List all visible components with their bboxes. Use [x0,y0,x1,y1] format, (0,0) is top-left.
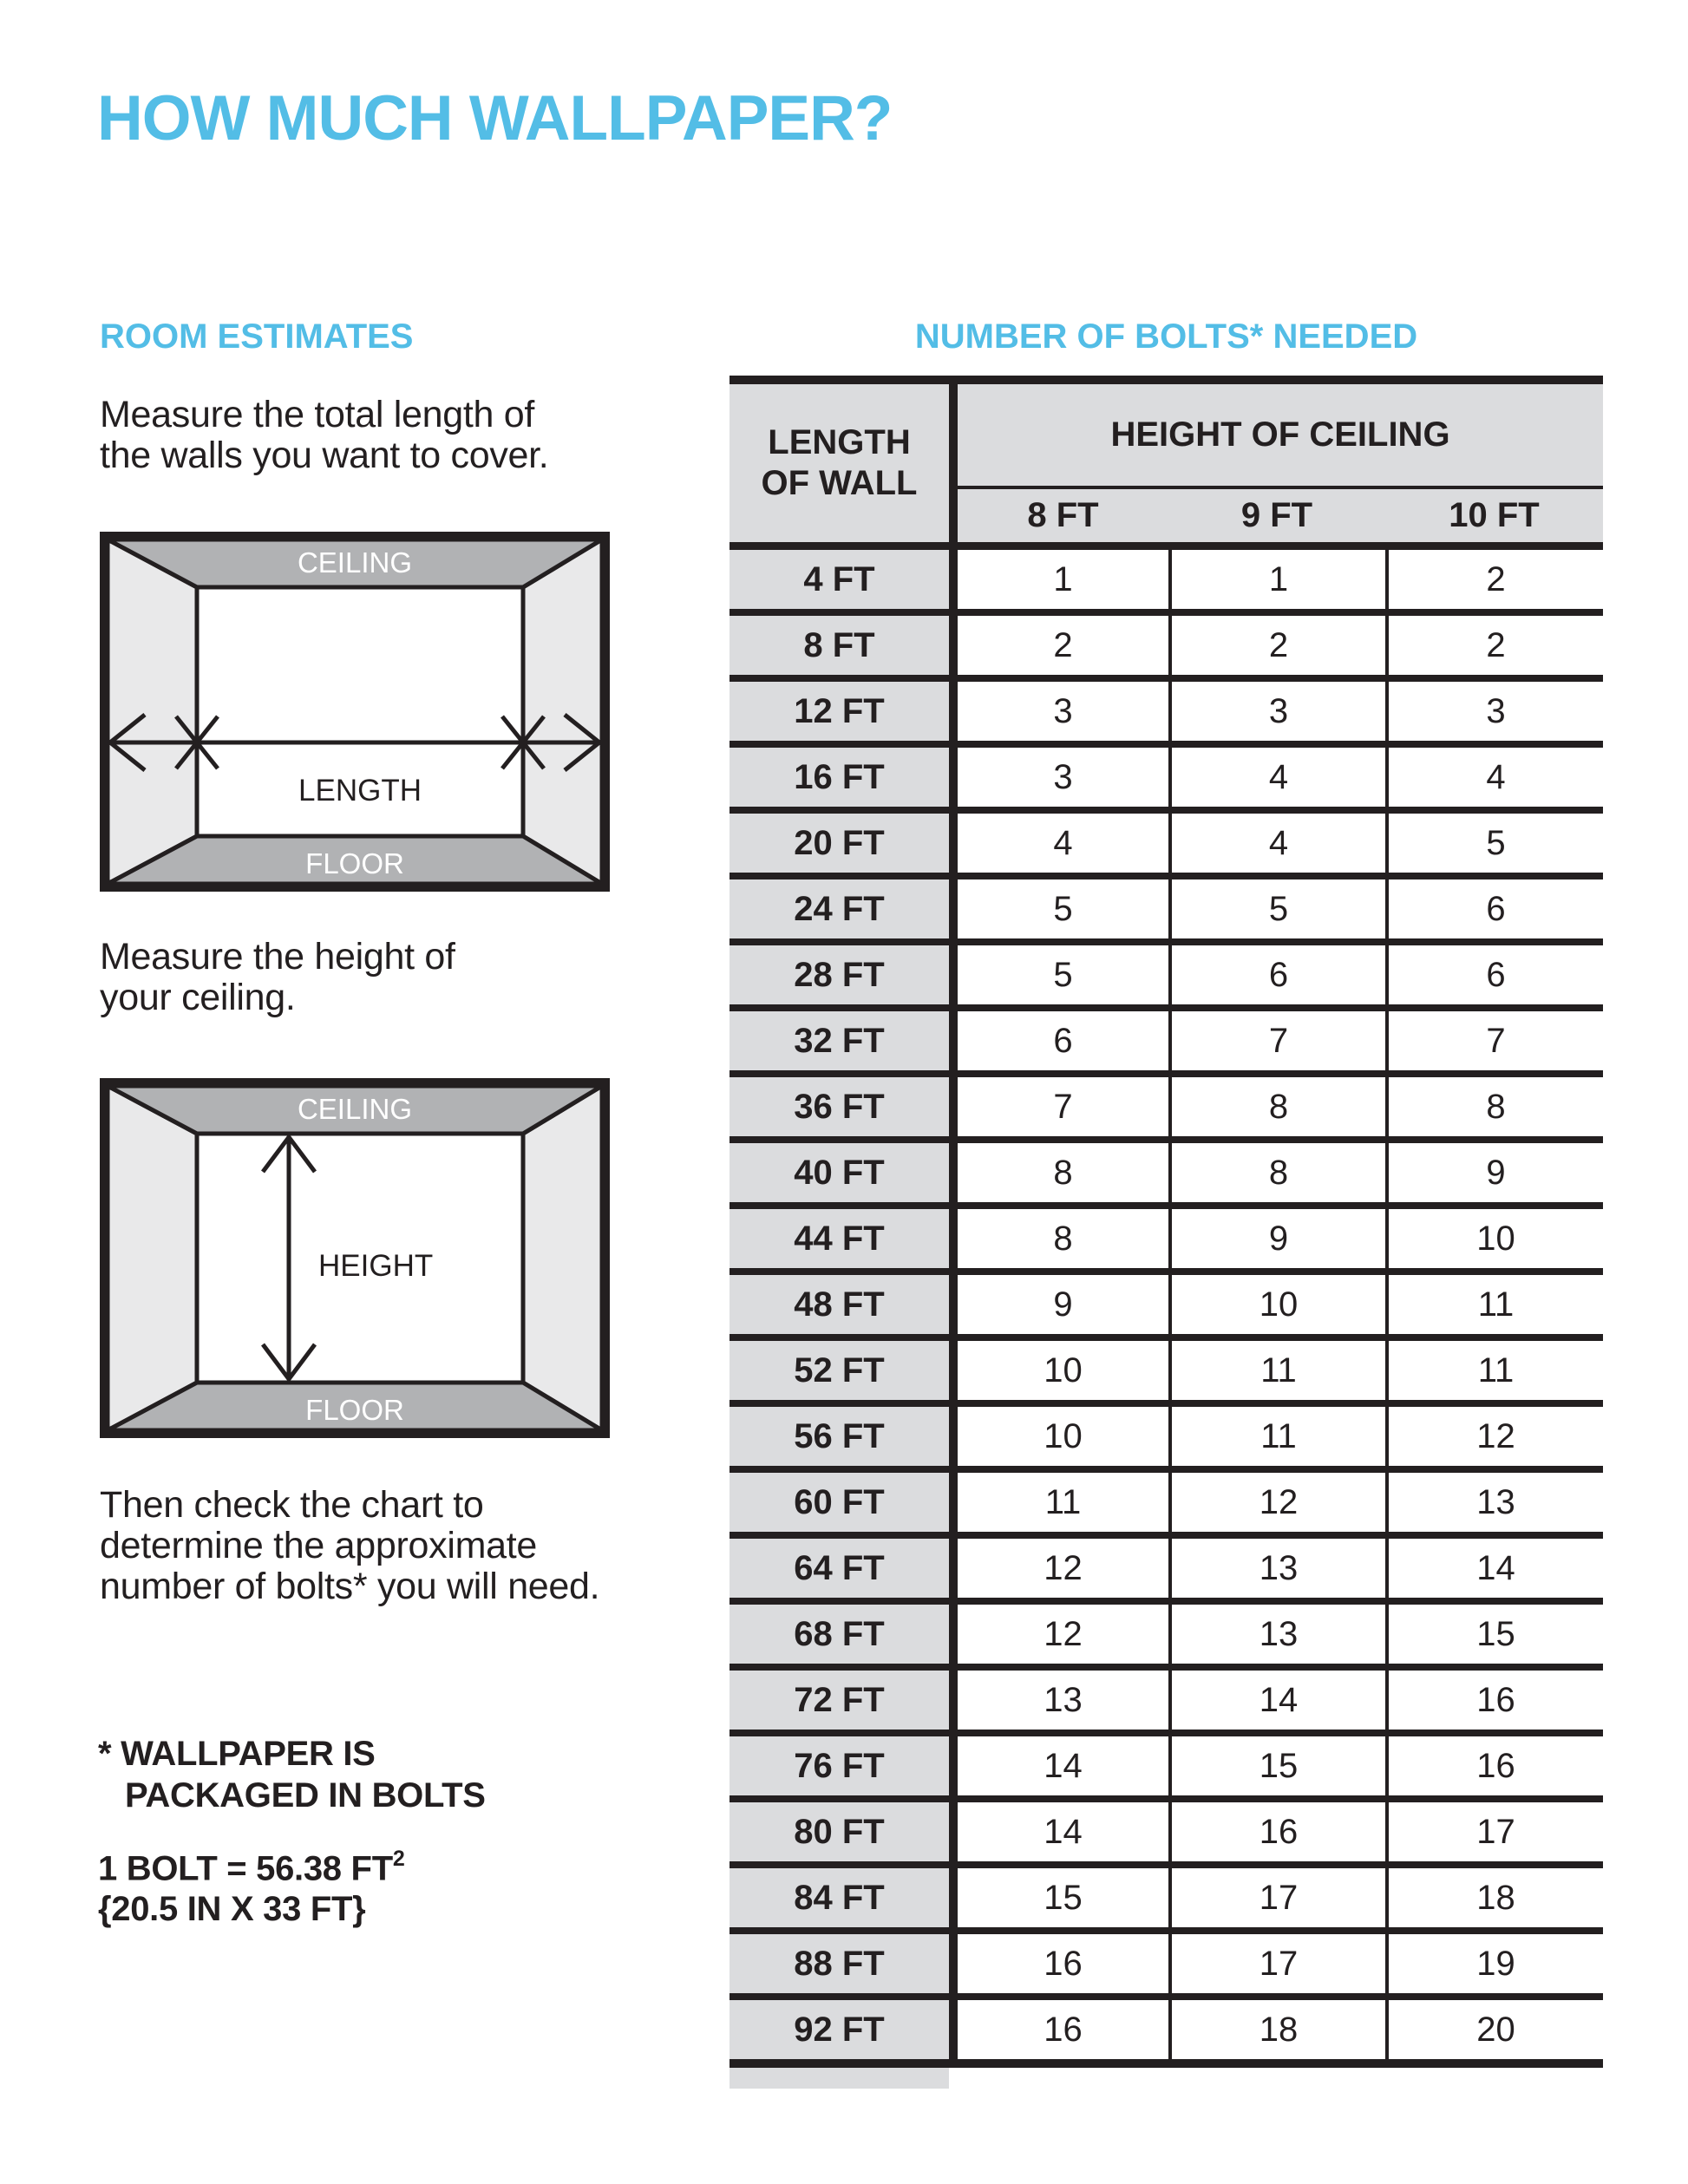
header-line: OF WALL [761,464,918,502]
cell-8ft: 2 [958,616,1168,675]
row-label: 60 FT [730,1473,949,1532]
row-label: 64 FT [730,1539,949,1598]
row-label: 80 FT [730,1802,949,1861]
column-header-height-of-ceiling: HEIGHT OF CEILING [958,384,1603,486]
table-vertical-divider [949,384,958,542]
header-height-of-ceiling-group [958,384,1603,542]
row-label: 88 FT [730,1934,949,1993]
cell-9ft: 15 [1168,1736,1385,1795]
cell-9ft: 18 [1168,2000,1385,2059]
table-vertical-divider [949,2000,958,2059]
table-row [730,1473,1603,1532]
row-label: 36 FT [730,1077,949,1136]
cell-9ft: 4 [1168,814,1385,873]
cell-9ft: 11 [1168,1407,1385,1466]
bolt-footnote [98,1733,486,1816]
table-vertical-divider [949,945,958,1004]
table-row [730,1077,1603,1136]
cell-10ft: 11 [1385,1341,1603,1400]
cell-8ft: 10 [958,1341,1168,1400]
left-wall [108,1086,197,1430]
table-vertical-divider [949,1341,958,1400]
row-label: 16 FT [730,748,949,807]
cell-9ft: 13 [1168,1539,1385,1598]
row-label: 48 FT [730,1275,949,1334]
bolt-equation-text: 1 BOLT = 56.38 FT [98,1849,393,1888]
cell-9ft: 9 [1168,1209,1385,1268]
height-label: HEIGHT [318,1249,434,1283]
table-vertical-divider [949,1934,958,1993]
cell-8ft: 7 [958,1077,1168,1136]
cell-9ft: 4 [1168,748,1385,807]
table-vertical-divider [949,1736,958,1795]
bolt-equation-superscript: 2 [392,1847,405,1871]
right-wall [523,539,602,884]
cell-9ft: 16 [1168,1802,1385,1861]
row-label: 68 FT [730,1605,949,1664]
row-label: 84 FT [730,1868,949,1927]
section-heading-bolts-needed: NUMBER OF BOLTS* NEEDED [914,317,1418,356]
cell-10ft: 8 [1385,1077,1603,1136]
ceiling-label: CEILING [297,1093,413,1125]
instruction-line: number of bolts* you will need. [100,1566,600,1607]
cell-10ft: 14 [1385,1539,1603,1598]
bolt-equation [98,1841,404,1930]
cell-10ft: 12 [1385,1407,1603,1466]
table-bottom-border [730,2059,1603,2068]
table-vertical-divider [949,814,958,873]
column-header-9ft: 9 FT [1168,489,1385,542]
cell-8ft: 5 [958,879,1168,938]
cell-9ft: 5 [1168,879,1385,938]
bolt-dimensions: {20.5 IN X 33 FT} [98,1890,366,1929]
cell-9ft: 2 [1168,616,1385,675]
asterisk: * [98,1735,112,1773]
cell-8ft: 14 [958,1802,1168,1861]
table-vertical-divider [949,1011,958,1070]
floor-label: FLOOR [305,847,404,879]
cell-10ft: 17 [1385,1802,1603,1861]
cell-9ft: 10 [1168,1275,1385,1334]
instruction-line: determine the approximate [100,1525,538,1566]
cell-10ft: 16 [1385,1736,1603,1795]
instruction-line: your ceiling. [100,977,296,1018]
header-line: LENGTH [768,423,911,461]
table-row [730,1868,1603,1927]
table-bottom-gray-tab [730,2068,949,2089]
instruction-line: Measure the height of [100,936,455,978]
cell-10ft: 2 [1385,550,1603,609]
row-label: 28 FT [730,945,949,1004]
cell-8ft: 4 [958,814,1168,873]
table-row [730,1671,1603,1730]
table-vertical-divider [949,1473,958,1532]
cell-9ft: 17 [1168,1868,1385,1927]
footnote-line: PACKAGED IN BOLTS [125,1776,486,1815]
table-vertical-divider [949,1539,958,1598]
row-label: 4 FT [730,550,949,609]
floor-label: FLOOR [305,1394,404,1426]
room-diagram-length [100,532,610,892]
cell-8ft: 16 [958,2000,1168,2059]
cell-10ft: 4 [1385,748,1603,807]
cell-8ft: 8 [958,1143,1168,1202]
table-top-border [730,376,1603,384]
column-header-8ft: 8 FT [958,489,1168,542]
table-row [730,682,1603,741]
table-row [730,1605,1603,1664]
table-vertical-divider [949,1802,958,1861]
cell-10ft: 10 [1385,1209,1603,1268]
table-row [730,616,1603,675]
table-vertical-divider [949,748,958,807]
cell-10ft: 18 [1385,1868,1603,1927]
room-diagram-height [100,1078,610,1438]
bolt-equation-line [98,1841,404,1889]
row-label: 24 FT [730,879,949,938]
cell-8ft: 3 [958,748,1168,807]
cell-10ft: 5 [1385,814,1603,873]
cell-8ft: 12 [958,1539,1168,1598]
table-row [730,1011,1603,1070]
row-label: 32 FT [730,1011,949,1070]
cell-9ft: 1 [1168,550,1385,609]
row-label: 52 FT [730,1341,949,1400]
table-row [730,879,1603,938]
table-header [730,384,1603,542]
left-wall [108,539,197,884]
cell-10ft: 3 [1385,682,1603,741]
header-bottom-border [730,542,1603,550]
cell-10ft: 7 [1385,1011,1603,1070]
table-row [730,1802,1603,1861]
cell-8ft: 12 [958,1605,1168,1664]
instruction-line: Then check the chart to [100,1484,484,1526]
table-row [730,1736,1603,1795]
table-row [730,945,1603,1004]
cell-8ft: 6 [958,1011,1168,1070]
cell-9ft: 6 [1168,945,1385,1004]
column-header-10ft: 10 FT [1385,489,1603,542]
table-row [730,550,1603,609]
cell-8ft: 16 [958,1934,1168,1993]
cell-8ft: 8 [958,1209,1168,1268]
page-title: HOW MUCH WALLPAPER? [97,83,893,154]
footnote-text: WALLPAPER IS [121,1735,376,1773]
table-row [730,748,1603,807]
table-vertical-divider [949,616,958,675]
cell-8ft: 13 [958,1671,1168,1730]
instruction-line: the walls you want to cover. [100,435,549,476]
section-heading-room-estimates: ROOM ESTIMATES [100,317,414,356]
instruction-measure-height [100,937,455,1018]
cell-8ft: 3 [958,682,1168,741]
table-row [730,1539,1603,1598]
cell-10ft: 15 [1385,1605,1603,1664]
instruction-check-chart [100,1485,599,1607]
table-row [730,1934,1603,1993]
cell-8ft: 14 [958,1736,1168,1795]
table-vertical-divider [949,1407,958,1466]
row-label: 56 FT [730,1407,949,1466]
row-label: 72 FT [730,1671,949,1730]
instruction-line: Measure the total length of [100,394,535,435]
table-body [730,550,1603,2059]
cell-10ft: 9 [1385,1143,1603,1202]
cell-8ft: 10 [958,1407,1168,1466]
row-label: 40 FT [730,1143,949,1202]
cell-9ft: 3 [1168,682,1385,741]
row-label: 76 FT [730,1736,949,1795]
cell-8ft: 11 [958,1473,1168,1532]
length-label: LENGTH [298,774,422,808]
row-label: 20 FT [730,814,949,873]
cell-10ft: 16 [1385,1671,1603,1730]
table-vertical-divider [949,550,958,609]
row-label: 44 FT [730,1209,949,1268]
table-row [730,1209,1603,1268]
table-vertical-divider [949,879,958,938]
cell-9ft: 13 [1168,1605,1385,1664]
row-label: 12 FT [730,682,949,741]
cell-9ft: 8 [1168,1077,1385,1136]
table-row [730,1341,1603,1400]
instruction-measure-length [100,395,548,476]
bolts-table [730,376,1603,2089]
cell-8ft: 9 [958,1275,1168,1334]
sub-header-row [958,489,1603,542]
table-row [730,1275,1603,1334]
table-row [730,2000,1603,2059]
cell-8ft: 5 [958,945,1168,1004]
cell-9ft: 12 [1168,1473,1385,1532]
table-vertical-divider [949,1868,958,1927]
cell-10ft: 19 [1385,1934,1603,1993]
table-row [730,1407,1603,1466]
cell-8ft: 1 [958,550,1168,609]
cell-10ft: 2 [1385,616,1603,675]
cell-9ft: 11 [1168,1341,1385,1400]
cell-10ft: 6 [1385,879,1603,938]
table-vertical-divider [949,1209,958,1268]
cell-9ft: 8 [1168,1143,1385,1202]
column-header-length-of-wall [730,384,949,542]
cell-9ft: 14 [1168,1671,1385,1730]
right-wall [523,1086,602,1430]
table-vertical-divider [949,1077,958,1136]
cell-9ft: 7 [1168,1011,1385,1070]
table-row [730,1143,1603,1202]
cell-10ft: 6 [1385,945,1603,1004]
table-row [730,814,1603,873]
cell-8ft: 15 [958,1868,1168,1927]
cell-10ft: 11 [1385,1275,1603,1334]
cell-10ft: 20 [1385,2000,1603,2059]
ceiling-label: CEILING [297,546,413,579]
row-label: 92 FT [730,2000,949,2059]
cell-10ft: 13 [1385,1473,1603,1532]
row-label: 8 FT [730,616,949,675]
footnote-line [98,1733,486,1775]
table-vertical-divider [949,1605,958,1664]
table-vertical-divider [949,682,958,741]
table-vertical-divider [949,1275,958,1334]
cell-9ft: 17 [1168,1934,1385,1993]
table-vertical-divider [949,1671,958,1730]
table-vertical-divider [949,1143,958,1202]
